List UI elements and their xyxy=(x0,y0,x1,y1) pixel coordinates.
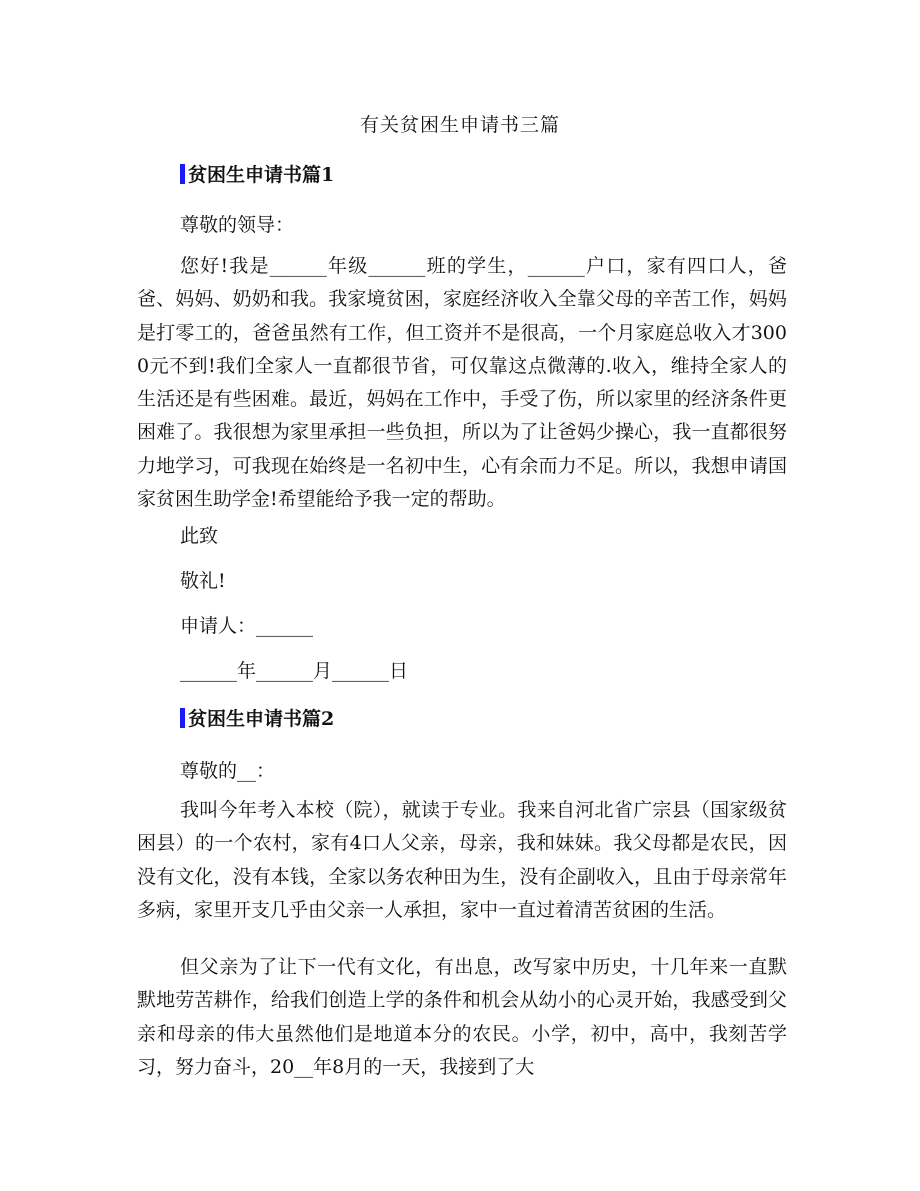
section-2-paragraph-2: 但父亲为了让下一代有文化，有出息，改写家中历史，十几年来一直默默地劳苦耕作，给我们创造上学的条件和机会从幼小的心灵开始，我感受到父亲和母亲的伟大虽然他们是地道本分的农民。小学，初中，高中，我刻苦学习，努力奋斗，20__年8月的一天，我接到了大 xyxy=(137,956,787,1078)
section-1-heading-text: 贫困生申请书篇1 xyxy=(188,164,335,186)
section-1-date: ______年______月______日 xyxy=(180,660,409,682)
section-1-applicant: 申请人：______ xyxy=(180,615,314,637)
section-2-heading-text: 贫困生申请书篇2 xyxy=(188,708,335,730)
section-1-heading xyxy=(180,160,334,187)
section-2-salutation: 尊敬的__： xyxy=(180,760,276,782)
section-2-heading xyxy=(180,704,334,731)
section-1-body: 您好!我是______年级______班的学生，______户口，家有四口人，爸爸、妈妈、奶奶和我。我家境贫困，家庭经济收入全靠父母的辛苦工作，妈妈是打零工的，爸爸虽然有工作，但工资并不是很高，一个月家庭总收入才3000元不到!我们全家人一直都很节省，可仅靠这点微薄的.收入，维持全家人的生活还是有些困难。最近，妈妈在工作中，手受了伤，所以家里的经济条件更困难了。我很想为家里承担一些负担，所以为了让爸妈少操心，我一直都很努力地学习，可我现在始终是一名初中生，心有余而力不足。所以，我想申请国家贫困生助学金!希望能给予我一定的帮助。 xyxy=(137,255,787,511)
heading-marker xyxy=(180,164,185,184)
heading-marker xyxy=(180,708,185,728)
section-1-salutation: 尊敬的领导： xyxy=(180,214,295,236)
section-2-paragraph-1: 我叫今年考入本校（院），就读于专业。我来自河北省广宗县（国家级贫困县）的一个农村，家有4口人父亲，母亲，我和妹妹。我父母都是农民，因没有文化，没有本钱，全家以务农种田为生，没有企副收入，且由于母亲常年多病，家里开支几乎由父亲一人承担，家中一直过着清苦贫困的生活。 xyxy=(137,799,787,921)
section-1-closing-1: 此致 xyxy=(180,525,219,547)
document-title: 有关贫困生申请书三篇 xyxy=(359,114,560,136)
section-1-closing-2: 敬礼! xyxy=(180,570,226,592)
